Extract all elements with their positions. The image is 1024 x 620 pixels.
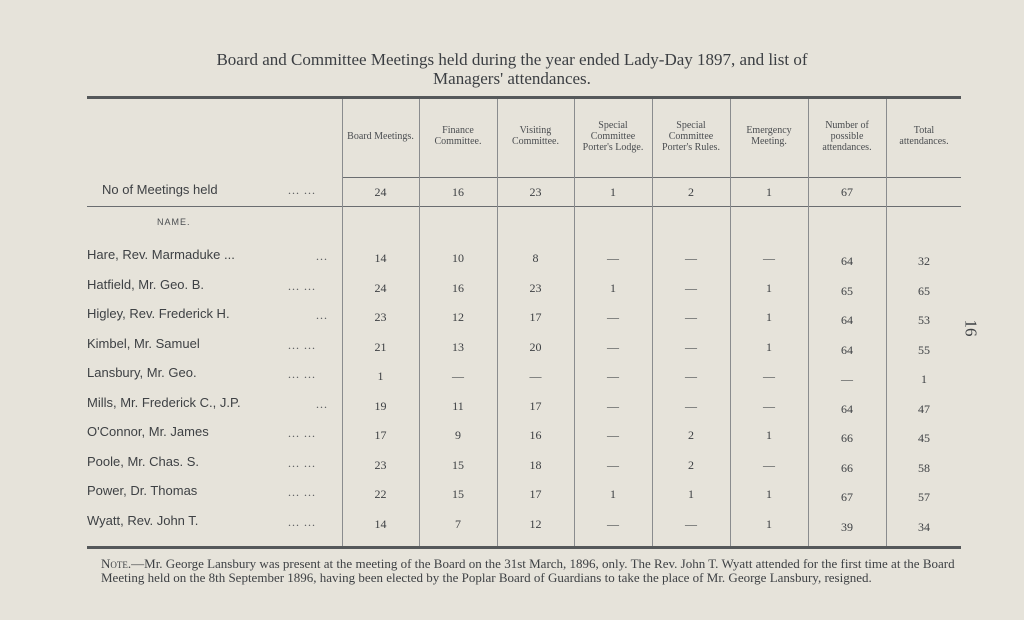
manager-name: Kimbel, Mr. Samuel (87, 335, 200, 351)
attendance-cell: — (452, 369, 464, 383)
attendance-cell: 23 (529, 280, 542, 295)
footnote-lead: Note. (101, 556, 132, 571)
attendance-cell: — (685, 310, 697, 324)
attendance-cell: 17 (529, 398, 542, 413)
attendance-cell: 17 (374, 428, 387, 442)
leader-dots: ... ... (288, 278, 316, 293)
column-header: Emergency Meeting. (746, 125, 792, 147)
attendance-cell: — (763, 398, 775, 413)
manager-name: Lansbury, Mr. Geo. (87, 365, 197, 380)
column-header: Number of possible attendances. (822, 119, 872, 153)
attendance-cell: — (685, 369, 697, 383)
attendance-cell: — (763, 457, 775, 472)
attendance-cell: 32 (918, 254, 930, 268)
attendance-cell: 16 (452, 280, 464, 295)
attendance-cell: 64 (841, 313, 853, 327)
attendance-cell: 19 (374, 398, 387, 413)
leader-dots: ... ... (288, 485, 316, 499)
attendance-cell: 1 (610, 487, 616, 501)
attendance-cell: — (529, 369, 542, 383)
manager-name: Higley, Rev. Frederick H. (87, 306, 230, 321)
attendance-cell: 57 (918, 490, 930, 504)
attendance-cell: 1 (766, 280, 772, 295)
leader-dots: ... (316, 308, 328, 322)
leader-dots: ... ... (288, 455, 316, 470)
meetings-row-label: No of Meetings held (102, 182, 218, 197)
attendance-cell: 15 (452, 457, 464, 472)
column-header: Finance Committee. (434, 125, 482, 147)
attendance-cell: 64 (841, 401, 853, 416)
attendance-cell: — (763, 369, 775, 383)
column-header: Total attendances. (899, 125, 949, 147)
attendance-cell: 18 (529, 457, 542, 472)
attendance-cell: 17 (529, 310, 542, 324)
manager-name: Poole, Mr. Chas. S. (87, 453, 199, 469)
attendance-cell: 11 (452, 398, 464, 413)
manager-name: Hare, Rev. Marmaduke ... (87, 247, 235, 262)
attendance-cell: 22 (374, 487, 387, 501)
attendance-cell: — (685, 339, 697, 354)
attendance-cell: — (607, 310, 619, 324)
attendance-cell: 23 (374, 457, 387, 472)
leader-dots: ... ... (288, 337, 316, 352)
column-header: Visiting Committee. (512, 125, 559, 147)
attendance-cell: 10 (452, 251, 464, 265)
attendance-cell: 45 (918, 431, 930, 445)
attendance-cell: 15 (452, 487, 464, 501)
attendance-cell: 14 (374, 516, 387, 531)
attendance-cell: — (607, 251, 619, 265)
attendance-cell: — (685, 398, 697, 413)
name-column-header: NAME. (157, 217, 191, 227)
attendance-cell: 65 (918, 283, 930, 298)
leader-dots: ... (316, 396, 328, 411)
attendance-cell: — (685, 280, 697, 295)
attendance-cell: 64 (841, 342, 853, 357)
manager-name: Wyatt, Rev. John T. (87, 512, 199, 528)
attendance-cell: — (607, 398, 619, 413)
attendance-cell: 66 (841, 460, 853, 475)
attendance-cell: 1 (766, 310, 772, 324)
leader-dots: ... ... (288, 514, 316, 529)
attendance-cell: 1 (766, 516, 772, 531)
manager-name: Power, Dr. Thomas (87, 483, 198, 498)
attendance-cell: 2 (688, 428, 694, 442)
column-header: Special Committee Porter's Lodge. (582, 119, 644, 153)
attendance-cell: 47 (918, 401, 930, 416)
attendance-cell: 24 (374, 280, 387, 295)
manager-name: Hatfield, Mr. Geo. B. (87, 276, 205, 292)
column-header: Board Meetings. (347, 130, 414, 142)
attendance-cell: 67 (841, 490, 853, 504)
attendance-cell: — (607, 457, 619, 472)
attendance-cell: 13 (452, 339, 464, 354)
attendance-cell: — (685, 516, 697, 531)
footnote-text: —Mr. George Lansbury was present at the meeting of the Board on the 31st March, 1896, only. The Rev. John T. Wyatt attended for the first time at the Board Meeting held on the 8th September 1896, having been elected by the Poplar Board of Guardians to take the place of Mr. George Lansbury, resigned. (101, 556, 955, 585)
attendance-cell: 23 (374, 310, 387, 324)
leader-dots: ... (316, 249, 328, 263)
attendance-cell: 20 (529, 339, 542, 354)
attendance-cell: 58 (918, 460, 930, 475)
attendance-cell: 12 (452, 310, 464, 324)
leader-dots: ... ... (288, 426, 316, 440)
attendance-cell: 1 (766, 428, 772, 442)
attendance-cell: 1 (766, 487, 772, 501)
manager-name: Mills, Mr. Frederick C., J.P. (87, 394, 241, 410)
attendance-cell: 21 (374, 339, 387, 354)
attendance-cell: 7 (455, 516, 461, 531)
meetings-count-cell: 23 (529, 185, 542, 199)
attendance-cell: — (763, 251, 775, 265)
attendance-cell: 12 (529, 516, 542, 531)
attendance-cell: 2 (688, 457, 694, 472)
column-header: Special Committee Porter's Rules. (662, 119, 720, 153)
title-line-1: Board and Committee Meetings held during the year ended Lady-Day 1897, and list of (216, 50, 808, 69)
leader-dots: ... ... (288, 367, 316, 381)
attendance-cell: 14 (374, 251, 387, 265)
attendance-cell: — (841, 372, 853, 386)
attendance-cell: 55 (918, 342, 930, 357)
attendance-cell: 1 (688, 487, 694, 501)
attendance-cell: 53 (918, 313, 930, 327)
page-number: 16 (961, 319, 981, 337)
attendance-cell: 1 (921, 372, 927, 386)
attendance-cell: 8 (532, 251, 539, 265)
attendance-cell: — (607, 428, 619, 442)
attendance-cell: 64 (841, 254, 853, 268)
manager-name: O'Connor, Mr. James (87, 424, 209, 439)
attendance-cell: — (607, 339, 619, 354)
meetings-count-cell: 1 (766, 185, 772, 199)
attendance-cell: — (607, 516, 619, 531)
attendance-cell: 39 (841, 519, 853, 534)
attendance-cell: — (607, 369, 619, 383)
attendance-cell: 34 (918, 519, 930, 534)
meetings-count-cell: 16 (452, 185, 464, 199)
page-title (0, 50, 1024, 88)
title-line-2: Managers' attendances. (433, 69, 591, 88)
meetings-count-cell: 2 (688, 185, 694, 199)
meetings-row-rule (87, 206, 961, 207)
attendance-cell: 1 (377, 369, 384, 383)
attendance-cell: 17 (529, 487, 542, 501)
attendance-cell: 1 (766, 339, 772, 354)
attendance-cell: 65 (841, 283, 853, 298)
meetings-row-dots: ... ... (288, 183, 316, 197)
meetings-count-cell: 24 (374, 185, 387, 199)
attendance-cell: 9 (455, 428, 461, 442)
attendance-cell: — (685, 251, 697, 265)
footnote (101, 557, 961, 585)
attendance-cell: 16 (529, 428, 542, 442)
attendance-cell: 1 (610, 280, 616, 295)
meetings-count-cell: 1 (610, 185, 616, 199)
meetings-count-cell: 67 (841, 185, 853, 199)
attendance-cell: 66 (841, 431, 853, 445)
table-bottom-rule (87, 546, 961, 549)
table-top-rule (87, 96, 961, 99)
